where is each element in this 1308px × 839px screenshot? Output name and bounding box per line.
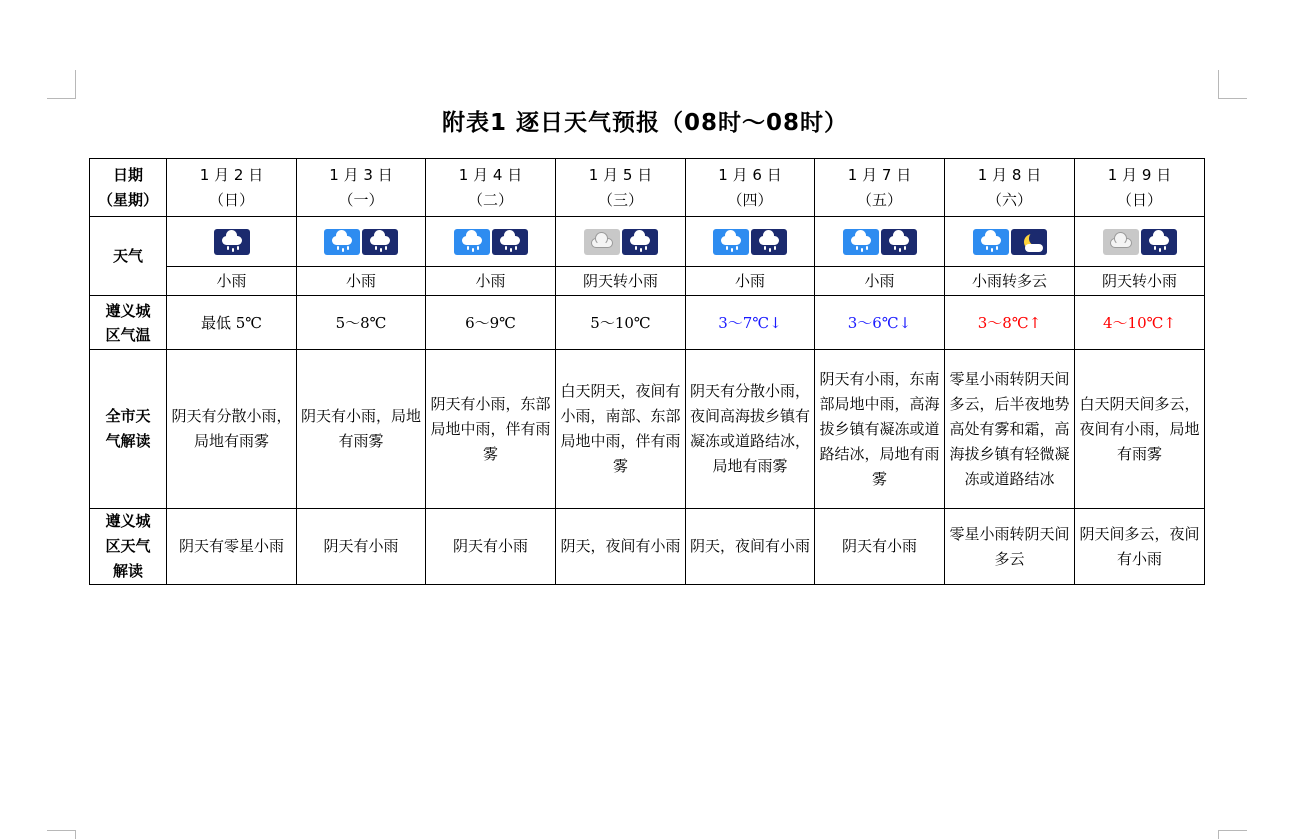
urban-interpretation-cell: 零星小雨转阴天间多云 [945,509,1075,585]
temperature-cell [815,296,945,350]
date-cell [167,159,297,217]
temperature-cell [686,296,815,350]
date-cell [815,159,945,217]
weather-icon-cell [686,217,815,267]
temperature-value: 5～10℃ [590,313,651,332]
temperature-value: 5～8℃ [335,313,387,332]
weather-header: 天气 [90,217,167,296]
weekday-text: （二） [467,190,513,209]
weather-icon-row [90,217,1205,267]
date-text: 1 月 5 日 [588,165,653,184]
temperature-value: 3～6℃ [847,313,899,332]
rain-night-icon [1141,229,1177,255]
urban-interpretation-cell: 阴天有零星小雨 [167,509,297,585]
temperature-cell [945,296,1075,350]
crop-mark-bottom-left [47,830,76,839]
weather-icon-cell [297,217,426,267]
rain-day-icon [713,229,749,255]
city-interpretation-cell: 阴天有小雨，东南部局地中雨，高海拔乡镇有凝冻或道路结冰，局地有雨雾 [815,350,945,509]
crop-mark-bottom-right [1218,830,1247,839]
date-text: 1 月 7 日 [847,165,912,184]
weather-text-row [90,267,1205,296]
urban-interpretation-cell: 阴天间多云，夜间有小雨 [1075,509,1205,585]
urban-interpretation-row [90,509,1205,585]
weekday-text: （日） [208,190,254,209]
urban-interpretation-cell: 阴天，夜间有小雨 [686,509,815,585]
weather-text-cell: 小雨 [297,267,426,296]
temperature-cell [167,296,297,350]
weekday-text: （四） [727,190,773,209]
city-interpretation-cell: 白天阴天，夜间有小雨，南部、东部局地中雨，伴有雨雾 [556,350,686,509]
rain-night-icon [492,229,528,255]
weather-icon-cell [167,217,297,267]
urban-interpretation-cell: 阴天有小雨 [426,509,556,585]
weekday-text: （五） [856,190,902,209]
temperature-cell [297,296,426,350]
page-title: 附表1 逐日天气预报（08时～08时） [441,110,849,136]
date-header: 日期 （星期） [90,159,167,217]
date-text: 1 月 6 日 [718,165,782,184]
date-text: 1 月 9 日 [1107,165,1172,184]
weekday-text: （一） [338,190,384,209]
rain-night-icon [362,229,398,255]
date-text: 1 月 2 日 [199,165,264,184]
date-row [90,159,1205,217]
temperature-cell [1075,296,1205,350]
forecast-table [89,158,1205,585]
overcast-icon [584,229,620,255]
city-interpretation-header: 全市天 气解读 [90,350,167,509]
weather-text-cell: 阴天转小雨 [556,267,686,296]
rain-day-icon [324,229,360,255]
city-interpretation-cell: 零星小雨转阴天间多云，后半夜地势高处有雾和霜，高海拔乡镇有轻微凝冻或道路结冰 [945,350,1075,509]
rain-night-icon [622,229,658,255]
date-text: 1 月 8 日 [977,165,1042,184]
weather-icon-cell [1075,217,1205,267]
urban-interpretation-cell: 阴天，夜间有小雨 [556,509,686,585]
weather-text-cell: 小雨转多云 [945,267,1075,296]
trend-arrow-icon: ↑ [1163,313,1176,332]
cloudy-night-icon [1011,229,1047,255]
city-interpretation-cell: 阴天有小雨，局地有雨雾 [297,350,426,509]
overcast-icon [1103,229,1139,255]
city-interpretation-cell: 阴天有小雨，东部局地中雨，伴有雨雾 [426,350,556,509]
weather-icon-cell [426,217,556,267]
weather-text-cell: 小雨 [167,267,297,296]
temperature-value: 最低 5℃ [200,313,263,332]
crop-mark-top-left [47,70,76,99]
temperature-cell [426,296,556,350]
temperature-cell [556,296,686,350]
temperature-value: 3～8℃ [977,313,1029,332]
temperature-header: 遵义城 区气温 [90,296,167,350]
date-cell [556,159,686,217]
date-cell [297,159,426,217]
weekday-text: （六） [986,190,1032,209]
city-interpretation-cell: 白天阴天间多云，夜间有小雨，局地有雨雾 [1075,350,1205,509]
weather-icon-cell [815,217,945,267]
rain-night-icon [214,229,250,255]
date-text: 1 月 3 日 [329,165,393,184]
temperature-row [90,296,1205,350]
weekday-text: （日） [1116,190,1162,209]
date-cell [945,159,1075,217]
rain-night-icon [881,229,917,255]
crop-mark-top-right [1218,70,1247,99]
trend-arrow-icon: ↓ [898,313,912,332]
rain-night-icon [751,229,787,255]
city-interpretation-row [90,350,1205,509]
temperature-value: 4～10℃ [1103,313,1164,332]
date-cell [686,159,815,217]
date-text: 1 月 4 日 [458,165,523,184]
urban-interpretation-cell: 阴天有小雨 [815,509,945,585]
weather-icon-cell [945,217,1075,267]
temperature-value: 6～9℃ [465,313,516,332]
city-interpretation-cell: 阴天有分散小雨，局地有雨雾 [167,350,297,509]
weather-text-cell: 阴天转小雨 [1075,267,1205,296]
date-cell [426,159,556,217]
rain-day-icon [973,229,1009,255]
weather-text-cell: 小雨 [815,267,945,296]
weekday-text: （三） [597,190,643,209]
urban-interpretation-cell: 阴天有小雨 [297,509,426,585]
weather-icon-cell [556,217,686,267]
temperature-value: 3～7℃ [718,313,770,332]
date-cell [1075,159,1205,217]
weather-text-cell: 小雨 [686,267,815,296]
rain-day-icon [454,229,490,255]
weather-text-cell: 小雨 [426,267,556,296]
urban-interpretation-header: 遵义城 区天气 解读 [90,509,167,585]
rain-day-icon [843,229,879,255]
city-interpretation-cell: 阴天有分散小雨，夜间高海拔乡镇有凝冻或道路结冰，局地有雨雾 [686,350,815,509]
trend-arrow-icon: ↓ [769,313,782,332]
trend-arrow-icon: ↑ [1028,313,1042,332]
